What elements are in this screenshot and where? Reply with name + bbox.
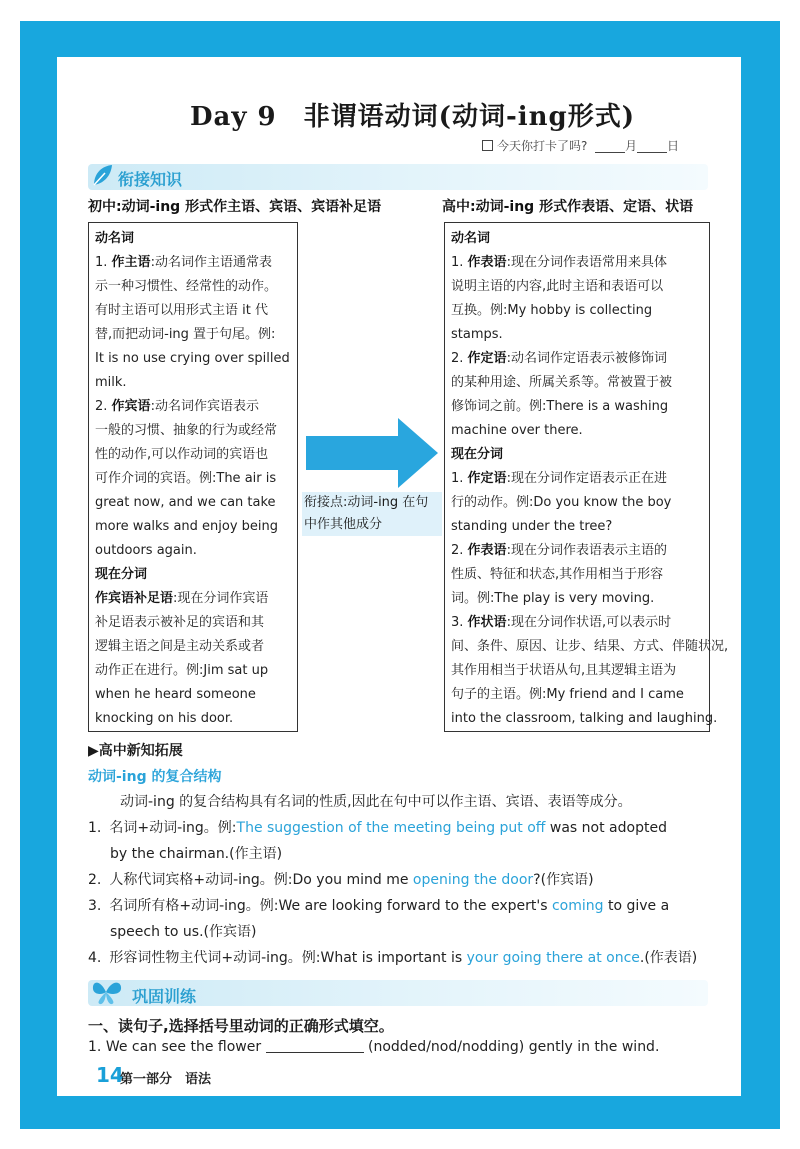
frame-bottom-bar xyxy=(20,1096,780,1129)
extension-heading: ▶高中新知拓展 xyxy=(88,743,183,759)
checkin-checkbox[interactable] xyxy=(482,140,493,151)
box-line-text: standing under the tree? xyxy=(451,519,613,534)
footer-section: 第一部分 语法 xyxy=(120,1072,212,1087)
box-line xyxy=(451,251,703,275)
item-number: 3. xyxy=(88,898,102,914)
item-example: coming xyxy=(551,898,604,914)
box-line-text: knocking on his door. xyxy=(95,711,234,726)
item-number: 2. xyxy=(88,872,102,888)
box-line xyxy=(451,683,703,707)
connector-line-1: 衔接点:动词-ing 在句 xyxy=(304,495,429,510)
box-line-text: when he heard someone xyxy=(95,687,256,702)
extension-item xyxy=(88,945,697,971)
box-line xyxy=(451,539,703,563)
box-line xyxy=(95,683,291,707)
box-line-text: 修饰词之前。例:There is a washing xyxy=(451,399,669,414)
section-label-bridge: 衔接知识 xyxy=(118,170,183,189)
box-line xyxy=(95,635,291,659)
box-line xyxy=(451,371,703,395)
box-line xyxy=(451,347,703,371)
box-line xyxy=(451,515,703,539)
box-line xyxy=(451,659,703,683)
arrow-right-icon xyxy=(306,418,438,488)
extension-item xyxy=(88,867,594,893)
item-text-post: to give a xyxy=(603,898,670,914)
box-line-desc: :动名词作定语表示被修饰词 xyxy=(506,351,667,366)
box-line-text: stamps. xyxy=(451,327,503,342)
box-line xyxy=(95,539,291,563)
box-line xyxy=(95,419,291,443)
box-line-term: 作主语 xyxy=(111,255,151,270)
box-line xyxy=(95,443,291,467)
box-line-text: 可作介词的宾语。例:The air is xyxy=(95,471,277,486)
frame-right-bar xyxy=(741,21,780,1129)
exercise-question-1 xyxy=(88,1034,659,1060)
box-line xyxy=(451,563,703,587)
box-line-term: 作状语 xyxy=(467,615,507,630)
box-line-term: 作表语 xyxy=(467,543,507,558)
q1-text-post: (nodded/nod/nodding) gently in the wind. xyxy=(368,1039,660,1055)
box-line-text: 词。例:The play is very moving. xyxy=(451,591,655,606)
box-line-text: 性质、特征和状态,其作用相当于形容 xyxy=(451,567,664,582)
box-line-text: 1. xyxy=(95,255,112,270)
junior-box xyxy=(88,222,298,732)
q1-answer-blank[interactable] xyxy=(266,1038,364,1053)
box-line-term: 作表语 xyxy=(467,255,507,270)
extension-item-continued: by the chairman.(作主语) xyxy=(110,846,283,862)
box-line xyxy=(451,419,703,443)
box-line xyxy=(451,299,703,323)
box-line-text: more walks and enjoy being xyxy=(95,519,279,534)
box-line xyxy=(451,635,729,659)
item-text: 名词所有格+动词-ing。例:We are looking forward to the expert's xyxy=(109,898,552,914)
item-example: your going there at once xyxy=(466,950,640,966)
box-line-desc: :动名词作宾语表示 xyxy=(150,399,259,414)
q1-text-pre: We can see the flower xyxy=(105,1039,262,1055)
box-line xyxy=(95,659,291,683)
box-line xyxy=(451,491,703,515)
box-line-text: 句子的主语。例:My friend and I came xyxy=(451,687,684,702)
extension-item xyxy=(88,893,669,919)
box-line xyxy=(95,467,291,491)
extension-item-continued: speech to us.(作宾语) xyxy=(110,924,257,940)
page-number: 14 xyxy=(96,1063,124,1087)
box-line-desc: :现在分词作状语,可以表示时 xyxy=(506,615,672,630)
month-blank[interactable] xyxy=(595,140,625,153)
frame-top-bar xyxy=(20,21,780,57)
page-title: Day 9 非谓语动词(动词-ing形式) xyxy=(190,102,635,132)
senior-heading: 高中:动词-ing 形式作表语、定语、状语 xyxy=(442,199,694,215)
box-line-text: outdoors again. xyxy=(95,543,197,558)
box-line-text: 一般的习惯、抽象的行为或经常 xyxy=(95,423,278,438)
box-line-term: 作定语 xyxy=(467,351,507,366)
box-line-text: milk. xyxy=(95,375,127,390)
box-line-text: 2. xyxy=(451,351,468,366)
frame-left-bar xyxy=(20,21,57,1129)
item-text: 名词+动词-ing。例: xyxy=(109,820,237,836)
item-text: 人称代词宾格+动词-ing。例:Do you mind me xyxy=(109,872,413,888)
item-text-post: .(作表语) xyxy=(639,950,698,966)
butterfly-icon xyxy=(90,977,124,1007)
box-line xyxy=(95,227,291,251)
box-line-text: 2. xyxy=(451,543,468,558)
box-line xyxy=(95,491,291,515)
item-text-post: was not adopted xyxy=(545,820,667,836)
box-line-text: machine over there. xyxy=(451,423,583,438)
extension-subtitle: 动词-ing 的复合结构 xyxy=(88,769,222,785)
month-label: 月 xyxy=(625,139,638,153)
junior-heading: 初中:动词-ing 形式作主语、宾语、宾语补足语 xyxy=(88,199,382,215)
box-line xyxy=(95,707,291,731)
box-line xyxy=(451,611,703,635)
box-line xyxy=(451,395,703,419)
q1-number: 1. xyxy=(88,1039,102,1055)
box-line-bold: 动名词 xyxy=(95,231,135,246)
box-line-text: 互换。例:My hobby is collecting xyxy=(451,303,653,318)
box-line-text: 间、条件、原因、让步、结果、方式、伴随状况, xyxy=(451,639,729,654)
box-line-text: It is no use crying over spilled xyxy=(95,351,290,366)
box-line-text: 2. xyxy=(95,399,112,414)
box-line xyxy=(95,275,291,299)
extension-item xyxy=(88,815,667,841)
item-text-post: ?(作宾语) xyxy=(533,872,594,888)
box-line-text: 逻辑主语之间是主动关系或者 xyxy=(95,639,265,654)
day-label: 日 xyxy=(667,139,680,153)
checkin-text: 今天你打卡了吗? xyxy=(497,139,588,153)
box-line-text: 的某种用途、所属关系等。常被置于被 xyxy=(451,375,673,390)
box-line xyxy=(451,443,703,467)
box-line-text: 性的动作,可以作动词的宾语也 xyxy=(95,447,269,462)
box-line-term: 作定语 xyxy=(467,471,507,486)
box-line-text: 1. xyxy=(451,255,468,270)
box-line-desc: :现在分词作表语表示主语的 xyxy=(506,543,667,558)
connector-line-2: 中作其他成分 xyxy=(304,517,383,532)
box-line xyxy=(95,563,291,587)
item-text: 形容词性物主代词+动词-ing。例:What is important is xyxy=(109,950,467,966)
exercise-heading: 一、读句子,选择括号里动词的正确形式填空。 xyxy=(88,1017,394,1035)
box-line xyxy=(95,611,291,635)
box-line xyxy=(95,299,291,323)
box-line xyxy=(95,587,291,611)
box-line-desc: :动名词作主语通常表 xyxy=(150,255,272,270)
connector-note xyxy=(302,492,442,536)
box-line-text: 示一种习惯性、经常性的动作。 xyxy=(95,279,278,294)
box-line-text: 行的动作。例:Do you know the boy xyxy=(451,495,672,510)
box-line-text: 其作用相当于状语从句,且其逻辑主语为 xyxy=(451,663,677,678)
day-blank[interactable] xyxy=(637,140,667,153)
box-line xyxy=(451,467,703,491)
item-example: The suggestion of the meeting being put off xyxy=(236,820,546,836)
box-line-text: 有时主语可以用形式主语 it 代 xyxy=(95,303,268,318)
checkin-line xyxy=(482,137,679,154)
box-line-text: great now, and we can take xyxy=(95,495,276,510)
box-line-text: 补足语表示被补足的宾语和其 xyxy=(95,615,265,630)
leaf-icon xyxy=(90,163,114,189)
item-number: 1. xyxy=(88,820,102,836)
box-line xyxy=(451,323,703,347)
box-line xyxy=(451,275,703,299)
box-line-text: 3. xyxy=(451,615,468,630)
box-line-text: 说明主语的内容,此时主语和表语可以 xyxy=(451,279,664,294)
box-line xyxy=(451,227,703,251)
box-line-bold: 现在分词 xyxy=(95,567,148,582)
box-line xyxy=(95,515,291,539)
box-line xyxy=(95,395,291,419)
item-example: opening the door xyxy=(412,872,534,888)
box-line xyxy=(95,323,291,347)
box-line-text: into the classroom, talking and laughing. xyxy=(451,711,718,726)
box-line-desc: :现在分词作表语常用来具体 xyxy=(506,255,667,270)
box-line-bold: 现在分词 xyxy=(451,447,504,462)
box-line-bold: 动名词 xyxy=(451,231,491,246)
box-line xyxy=(451,587,703,611)
senior-box xyxy=(444,222,729,732)
box-line xyxy=(451,707,718,731)
box-line-text: 动作正在进行。例:Jim sat up xyxy=(95,663,269,678)
box-line-term: 作宾语 xyxy=(111,399,151,414)
box-line xyxy=(95,251,291,275)
box-line-text: 1. xyxy=(451,471,468,486)
box-line-text: 替,而把动词-ing 置于句尾。例: xyxy=(95,327,276,342)
box-line xyxy=(95,347,291,371)
box-line-desc: :现在分词作定语表示正在进 xyxy=(506,471,667,486)
box-line-text: :现在分词作宾语 xyxy=(173,591,269,606)
section-label-practice: 巩固训练 xyxy=(132,987,197,1006)
box-line xyxy=(95,371,291,395)
extension-intro: 动词-ing 的复合结构具有名词的性质,因此在句中可以作主语、宾语、表语等成分。 xyxy=(120,794,632,810)
item-number: 4. xyxy=(88,950,102,966)
box-line-bold: 作宾语补足语 xyxy=(95,591,174,606)
